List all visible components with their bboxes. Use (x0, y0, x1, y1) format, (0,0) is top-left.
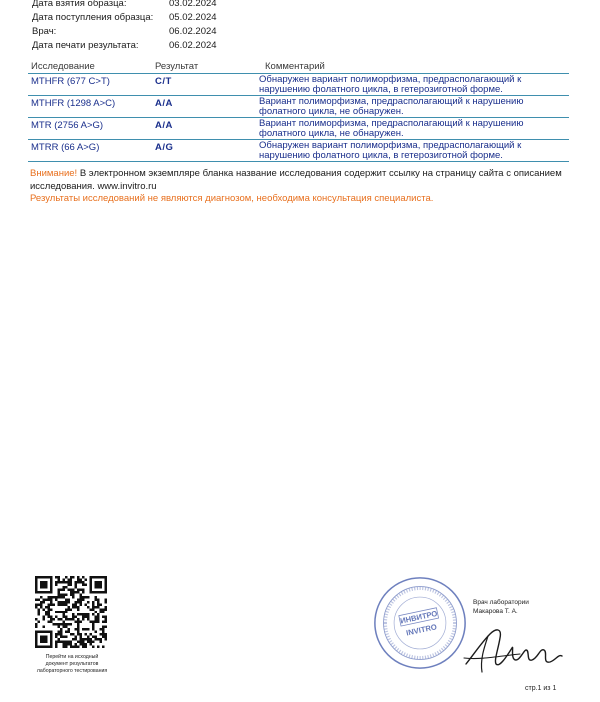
meta-row (32, 11, 217, 25)
test-comment (256, 140, 569, 161)
meta-row (32, 39, 217, 53)
qr-caption-line: лабораторного тестирования (36, 668, 108, 674)
electronic-copy-note (30, 167, 575, 193)
test-result: A/A (155, 120, 173, 131)
qr-modules (35, 576, 107, 648)
test-name-link[interactable]: MTHFR (1298 A>C) (31, 98, 116, 109)
meta-row (32, 0, 217, 11)
test-comment (256, 96, 569, 117)
meta-label: Врач: (32, 26, 57, 37)
signature (460, 614, 570, 676)
qr-caption-line: Перейти на исходный (45, 654, 99, 660)
meta-value: 06.02.2024 (169, 40, 217, 51)
doctor-title: Врач лаборатории (473, 599, 529, 606)
warning-label: Внимание! (30, 168, 78, 179)
comment-line: Вариант полиморфизма, предрасполагающий к нарушению (259, 118, 524, 129)
test-name-link[interactable]: MTHFR (677 C>T) (31, 76, 110, 87)
disclaimer: Результаты исследований не являются диагнозом, необходима консультация специалиста. (30, 193, 434, 204)
stamp-text: ИНВИТРО (399, 608, 439, 626)
header-result: Результат (155, 61, 199, 72)
comment-line: нарушению фолатного цикла, в гетерозиготной форме. (259, 83, 503, 95)
meta-label: Дата поступления образца: (32, 12, 154, 23)
comment-line: Обнаружен вариант полиморфизма, предрасполагающий к (259, 74, 522, 85)
stamp-text: INVITRO (405, 622, 438, 638)
test-comment (256, 74, 569, 95)
lab-stamp (372, 575, 468, 671)
test-result: C/T (155, 76, 172, 87)
doctor-name: Макарова Т. А. (473, 608, 518, 615)
meta-label: Дата взятия образца: (32, 0, 127, 9)
header-comment: Комментарий (265, 61, 325, 72)
meta-value: 03.02.2024 (169, 0, 217, 9)
test-name-link[interactable]: MTRR (66 A>G) (31, 142, 100, 153)
comment-line: нарушению фолатного цикла, в гетерозиготной форме. (259, 149, 503, 161)
table-row (28, 118, 569, 140)
warning-text: В электронном экземпляре бланка название исследования содержит ссылку на страницу сайта с описанием исследования. www.invitro.ru (30, 168, 562, 192)
comment-line: Вариант полиморфизма, предрасполагающий к нарушению (259, 96, 524, 107)
table-row (28, 96, 569, 118)
qr-code[interactable] (35, 576, 107, 648)
table-row (28, 140, 569, 162)
test-result: A/A (155, 98, 173, 109)
sample-info (32, 0, 217, 53)
table-row (28, 74, 569, 96)
comment-line: фолатного цикла, не обнаружен. (259, 127, 404, 139)
qr-caption (26, 654, 118, 675)
test-name-link[interactable]: MTR (2756 A>G) (31, 120, 104, 131)
comment-line: фолатного цикла, не обнаружен. (259, 105, 404, 117)
test-result: A/G (155, 142, 174, 153)
test-comment (256, 118, 569, 139)
results-table (28, 60, 569, 162)
comment-line: Обнаружен вариант полиморфизма, предрасполагающий к (259, 140, 522, 151)
meta-label: Дата печати результата: (32, 40, 139, 51)
table-header (28, 60, 569, 74)
meta-row (32, 25, 217, 39)
qr-caption-line: документ результатов (45, 661, 99, 667)
page-number: стр.1 из 1 (525, 685, 557, 692)
meta-value: 05.02.2024 (169, 12, 217, 23)
meta-value: 06.02.2024 (169, 26, 217, 37)
header-test: Исследование (31, 61, 95, 72)
